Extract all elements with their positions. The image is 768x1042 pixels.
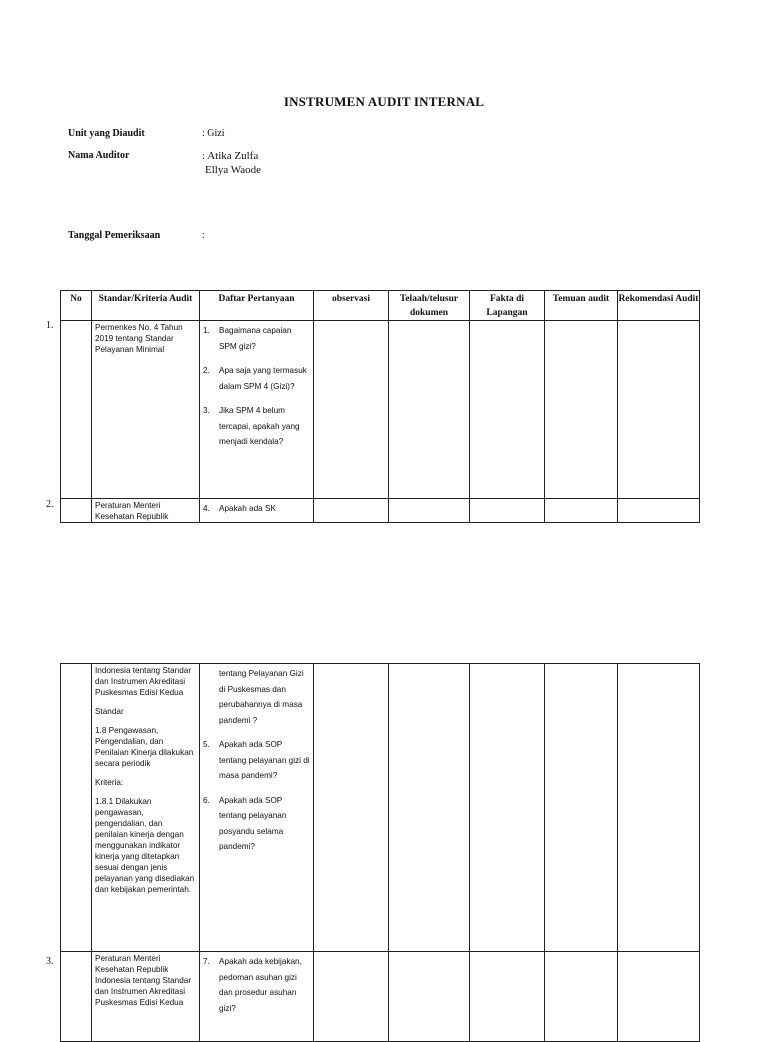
row3-observation-cell [314,952,389,1042]
date-value: : [202,230,205,241]
row2-no-cell [61,499,92,523]
unit-value: : Gizi [202,128,225,139]
question-item: 1. Bagaimana capaian SPM gizi? [203,326,292,351]
row2-document-cell [389,499,470,523]
table-row [61,321,700,499]
row3-document-cell [389,952,470,1042]
row1-observation-cell [314,321,389,499]
question-item: 5. Apakah ada SOP tentang pelayanan gizi di masa pandemi? [203,740,310,780]
row3-recommendation-cell [618,952,700,1042]
table-row [61,664,700,952]
question-item: 3. Jika SPM 4 belum tercapai, apakah yang menjadi kendala? [203,406,300,446]
row3-questions [200,952,314,1042]
row2b-no-cell [61,664,92,952]
table-row [61,499,700,523]
row2b-facts-cell [470,664,545,952]
row2b-findings-cell [545,664,618,952]
question-item: 7. Apakah ada kebijakan, pedoman asuhan gizi dan prosedur asuhan gizi? [203,957,302,1013]
header-questions: Daftar Pertanyaan [200,291,314,321]
header-observation: observasi [314,291,389,321]
row3-facts-cell [470,952,545,1042]
row2b-observation-cell [314,664,389,952]
question-item: 6. Apakah ada SOP tentang pelayanan posyandu selama pandemi? [203,795,287,851]
row2-facts-cell [470,499,545,523]
header-field-facts: Fakta di Lapangan [470,291,545,321]
row1-findings-cell [545,321,618,499]
row2-observation-cell [314,499,389,523]
header-audit-findings: Temuan audit [545,291,618,321]
auditor-label: Nama Auditor [68,150,130,161]
row-number-1: 1. [46,320,54,331]
row2-standard: Peraturan Menteri Kesehatan Republik [92,499,200,523]
row1-standard: Permenkes No. 4 Tahun 2019 tentang Standar Pelayanan Minimal [92,321,200,499]
row3-standard: Peraturan Menteri Kesehatan Republik Indonesia tentang Standar dan Instrumen Akreditasi Puskesmas Edisi Kedua [92,952,200,1042]
row-number-3: 3. [46,956,54,967]
question-item: 2. Apa saja yang termasuk dalam SPM 4 (Gizi)? [203,366,307,391]
row2-findings-cell [545,499,618,523]
header-standard: Standar/Kriteria Audit [92,291,200,321]
row1-document-cell [389,321,470,499]
header-document-review: Telaah/telusur dokumen [389,291,470,321]
question-item: tentang Pelayanan Gizi di Puskesmas dan perubahannya di masa pandemi ? [219,669,304,725]
row3-findings-cell [545,952,618,1042]
audit-table-part2 [60,663,700,1042]
row1-questions [200,321,314,499]
row2b-recommendation-cell [618,664,700,952]
row2b-document-cell [389,664,470,952]
audit-table-part1 [60,290,700,523]
header-no: No [61,291,92,321]
row2-recommendation-cell [618,499,700,523]
row1-facts-cell [470,321,545,499]
auditor-value-1: : Atika Zulfa [202,150,259,162]
unit-label: Unit yang Diaudit [68,128,145,139]
table-row [61,952,700,1042]
row-number-2: 2. [46,499,54,510]
auditor-value-2: Ellya Waode [205,164,262,176]
document-title: INSTRUMEN AUDIT INTERNAL [283,94,485,109]
date-label: Tanggal Pemeriksaan [68,230,161,241]
row2b-questions [200,664,314,952]
question-item: 4. Apakah ada SK [203,504,276,513]
row1-recommendation-cell [618,321,700,499]
table-header-row [61,291,700,321]
row2b-standard: Indonesia tentang Standar dan Instrumen Akreditasi Puskesmas Edisi Kedua Standar 1.8 Pengawasan, Pengendalian, dan Penilaian Kinerja dilakukan secara periodik Kriteria: 1.8.1 Dilakukan pengawasan, pengendalian, dan penilaian kinerja dengan menggunakan indikator kinerja yang ditetapkan sesuai dengan jenis pelayanan yang disediakan dan kebijakan pemerintah. [92,664,200,952]
row2-questions [200,499,314,523]
row1-no-cell [61,321,92,499]
header-audit-recommendation: Rekomendasi Audit [618,291,700,321]
row3-no-cell [61,952,92,1042]
